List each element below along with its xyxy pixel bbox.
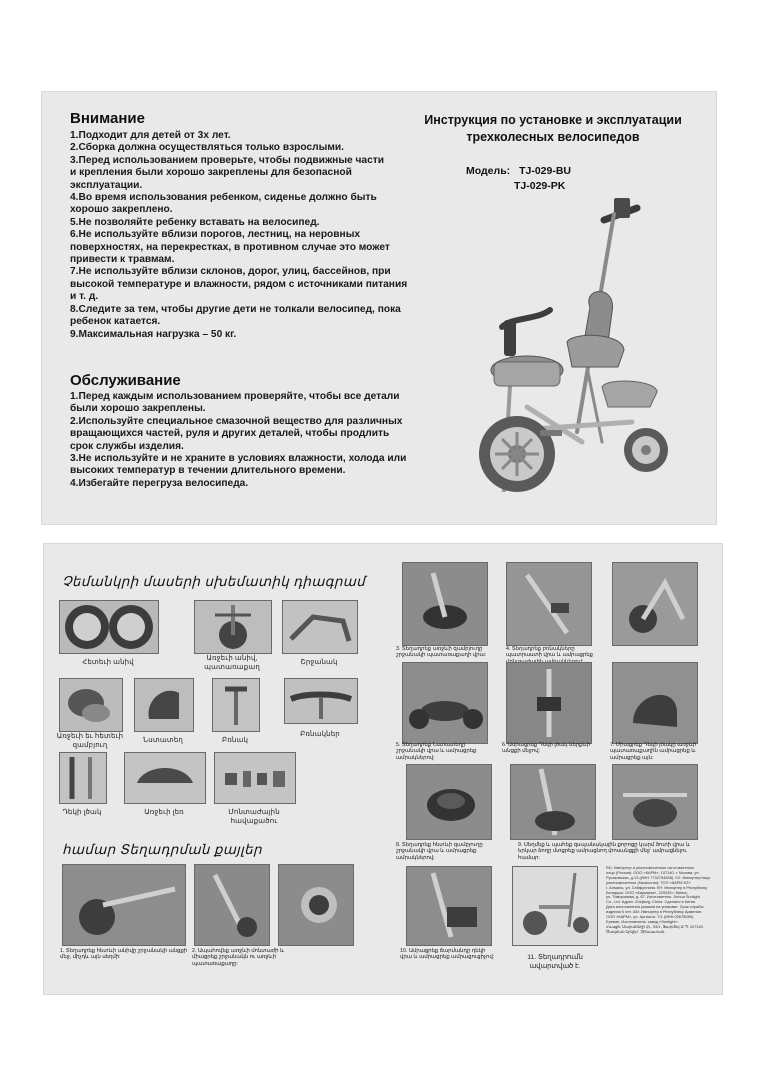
warning-line: 5.Не позволяйте ребенку вставать на велосипед. <box>70 216 320 228</box>
warning-line: 1.Подходит для детей от 3х лет. <box>70 130 231 141</box>
step-2-photo <box>194 864 270 946</box>
model-label: Модель: <box>466 165 511 177</box>
service-line: были хорошо закреплены. <box>70 403 206 415</box>
part-label: Առջեւի լեռ <box>144 807 184 816</box>
part-label: Մոնտաժային հավաքածու <box>228 807 280 825</box>
assembly-sheet-armenian <box>44 544 722 994</box>
step-7-photo <box>612 662 698 744</box>
fine-line: Ереван. Изготовитель: завод «Sunlight». <box>606 918 679 924</box>
step-5-photo <box>402 662 488 744</box>
service-line: высоких температур в течении длительного времени. <box>70 465 346 477</box>
step-caption: 5. Տեղադրեք Նստատեղը շրջանակի վրա և ամրացրեք ամրակներով: <box>396 742 477 761</box>
fine-line: изделия 5 лет. AM: Импортер в Республику Армения: <box>606 909 702 915</box>
part-label: Բռնակ <box>221 735 249 744</box>
step-caption: 6. Ամրացրեք Դեկի լծակ ներքևի անցքի մեջով: <box>502 742 591 755</box>
service-line: 4.Избегайте перегруза велосипеда. <box>70 477 249 489</box>
warning-text <box>70 130 407 341</box>
warning-line: и т. д. <box>70 291 99 303</box>
part-label: Դեկի լծակ <box>62 807 102 816</box>
step-caption: 3. Տեղադրեք առջևի զամբյուղը շրջանակի պատառաքաղի վրա: <box>396 646 487 659</box>
warning-line: хорошо закреплено. <box>70 204 173 216</box>
model-code: TJ-029-PK <box>514 180 566 192</box>
document-title <box>408 112 698 146</box>
service-line: вращающихся частей, руля и других деталей, чтобы продлить <box>70 428 390 440</box>
fine-line: Дата изготовления указана на упаковке. Срок службы <box>606 904 704 910</box>
step-6-photo <box>506 662 592 744</box>
step-9b-photo <box>612 764 698 840</box>
warning-heading: Внимание <box>70 110 145 127</box>
fine-line: Ծագման երկիր` Չինաստան. <box>606 928 666 934</box>
step-10-photo <box>406 866 492 946</box>
tricycle-illustration <box>432 192 672 492</box>
step-caption: 4. Տեղադրեք բռնակները պատրաստի վրա և ամրացրեք <box>506 646 593 659</box>
importer-fine-print <box>606 866 718 935</box>
steps-heading: համար Տեղադրման քայլեր <box>62 842 262 857</box>
fine-line: уполномоченное (Казахстан): ТОО «КАРМ KZ» <box>606 879 691 885</box>
step-caption: 1. Տեղադրեք հետևի անիվը շրջանակի անցքի մեջ, միչդև այն սեղմի: <box>60 948 188 961</box>
step-caption: 11. Տեղադրումն ավարտված է. <box>527 954 583 970</box>
part-label: Նստատեղ <box>143 735 183 744</box>
step-3-alt-photo <box>402 562 488 646</box>
warning-line: и крепления были хорошо закреплены для безопасной <box>70 167 352 179</box>
baskets-photo <box>59 678 123 732</box>
step-8-photo <box>406 764 492 840</box>
step-caption: 10. Ամրացրեք ճարմանդը դեկի վրա և ամրացրեք ամրացուցիչով: <box>400 948 495 961</box>
title-line: Инструкция по установке и эксплуатации <box>424 113 682 127</box>
frame-photo <box>282 600 358 654</box>
warning-line: поверхностях, на перекрестках, в противном случае это может <box>70 241 390 253</box>
step-3-photo <box>278 864 354 946</box>
fine-line: ул. Тимирязева, д. 67. Изготовитель: Jinhua Sunlight <box>606 894 700 900</box>
parts-heading: Չեմանկրի մասերի սխեմատիկ դիագրամ <box>62 574 366 589</box>
warning-line: 6.Не используйте вблизи порогов, лестниц, на неровных <box>70 229 361 241</box>
step-1-photo <box>62 864 186 946</box>
title-line: трехколесных велосипедов <box>466 130 640 144</box>
fine-line: лицо (Россия): ООО «КАРМ», 107140, г. Москва, ул. <box>606 869 700 875</box>
service-line: 1.Перед каждым использованием проверяйте, чтобы все детали <box>70 391 400 402</box>
warning-line: эксплуатации. <box>70 179 143 191</box>
step-caption: 8. Տեղադրեք հետևի զամբյուղը շրջանակի վրա և ամրացրեք ամրակներով: <box>396 842 483 861</box>
step-9-photo <box>510 764 596 840</box>
front-wheel-photo <box>194 600 272 654</box>
fine-line: Русаковская, д.13 (ИНН 7702764608). KZ: Импортер/лицо <box>606 874 711 880</box>
step-caption: 2. Ապահովեք առջևի մոնտաժի և միացրեք շրջանակն ու առջևի պատառաքաղը: <box>192 948 285 967</box>
model-info <box>466 164 571 194</box>
part-label: Առջեւի անիվ, պատառաքաղ <box>204 653 260 671</box>
part-label: Շրջանակ <box>300 657 338 666</box>
instruction-sheet-russian <box>42 92 716 524</box>
fine-line: Հասցե: Սարանեղի փ., 33/1, Ֆարմեդ Ս.Պ. 107140. <box>606 923 704 929</box>
warning-line: 3.Перед использованием проверьте, чтобы подвижные части <box>70 154 385 166</box>
step-caption: 9. Սեղմեք և պահեք զսպանակային քորոցը կարմ ծոտի վրա և երկար ձողը մտցրեք ամրացնող փոսանցքի մեջ՝ ամրացնելու համար: <box>518 842 690 861</box>
part-label: Առջեւի եւ հետեւի զամբյուղ <box>56 731 124 749</box>
fine-line: г. Алматы, ул. Сейфуллина. BY: Импортер в Республику <box>606 884 708 890</box>
warning-line: 9.Максимальная нагрузка – 50 кг. <box>70 328 237 340</box>
warning-line: 2.Сборка должна осуществляться только взрослыми. <box>70 142 344 154</box>
seat-photo <box>134 678 194 732</box>
step-caption: 7. Միացրեք Դեկի լծակը առջևի պատառաքաղին ամրացրեք և ամրացրեք այն: <box>610 742 697 761</box>
fine-line: RU: Импортер и уполномоченное изготовителем <box>606 865 694 870</box>
service-line: срок службы изделия. <box>70 440 184 452</box>
warning-line: ребенок катается. <box>70 316 161 328</box>
step-4-photo <box>506 562 592 646</box>
service-text <box>70 391 406 490</box>
front-canopy-photo <box>124 752 206 804</box>
mounting-kit-photo <box>214 752 296 804</box>
model-code: TJ-029-BU <box>519 165 572 177</box>
push-bar-photo <box>59 752 107 804</box>
service-heading: Обслуживание <box>70 372 181 389</box>
part-label: Բռնակներ <box>300 729 340 738</box>
service-line: 2.Используйте специальное смазочной вещество для различных <box>70 415 403 427</box>
warning-line: привести к травмам. <box>70 254 175 266</box>
step-11-photo <box>512 866 598 946</box>
warning-line: 4.Во время использования ребенком, сиденье должно быть <box>70 192 377 204</box>
rear-wheels-photo <box>59 600 159 654</box>
part-label: Հետեւի անիվ <box>82 657 134 666</box>
handlebars-photo <box>284 678 358 724</box>
warning-line: высокой температуре и влажности, рядом с источниками питания <box>70 278 408 290</box>
fine-line: Беларусь: ООО «Кармагаз», 220035 г. Минск, <box>606 889 688 895</box>
service-line: 3.Не используйте и не храните в условиях влажности, холода или <box>70 453 407 465</box>
warning-line: 7.Не используйте вблизи склонов, дорог, улиц, бассейнов, при <box>70 266 391 278</box>
warning-line: 8.Следите за тем, чтобы другие дети не толкали велосипед, пока <box>70 303 401 315</box>
step-5-overview-photo <box>612 562 698 646</box>
fine-line: Co., Ltd. Адрес: Zhejiang, China. Сделано в Китае. <box>606 899 697 905</box>
fine-line: ООО «КАРМ», ул. Аргишти, 7/1 (ИНН 02675089). <box>606 914 695 920</box>
handle-photo <box>212 678 260 732</box>
